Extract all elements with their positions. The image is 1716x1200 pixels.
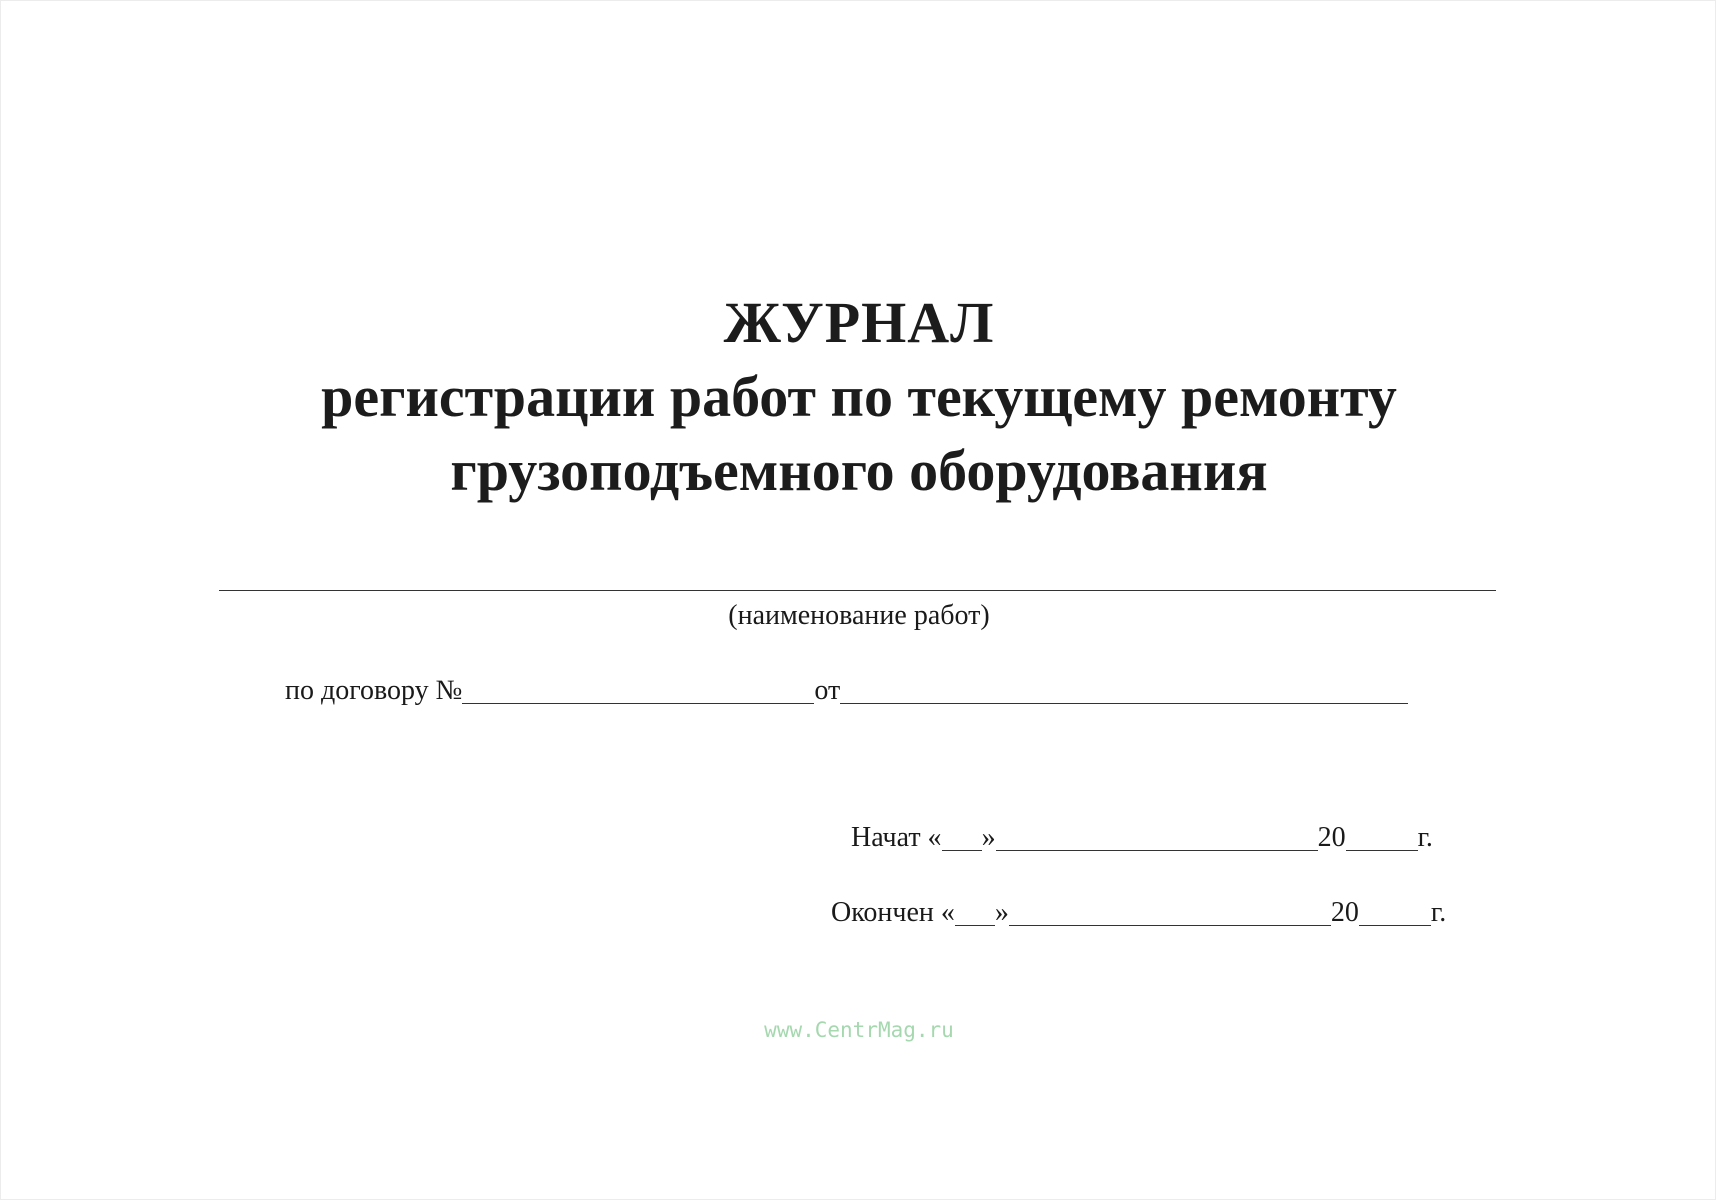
end-day-blank	[955, 895, 995, 926]
start-date-row	[851, 818, 1433, 858]
end-year-prefix: 20	[1330, 897, 1359, 928]
end-quote-close: »	[994, 897, 1009, 928]
work-name-blank-line	[219, 590, 1496, 591]
title-block	[1, 286, 1716, 508]
contract-date-label: от	[814, 675, 841, 706]
start-day-blank	[942, 820, 982, 851]
contract-date-blank	[840, 673, 1408, 704]
start-year-suffix: г.	[1417, 822, 1433, 853]
end-year-suffix: г.	[1430, 897, 1447, 928]
contract-number-blank	[462, 673, 814, 704]
contract-number-label: по договору №	[285, 675, 463, 706]
title-subtitle-line-2: грузоподъемного оборудования	[450, 438, 1268, 503]
end-year-blank	[1359, 895, 1431, 926]
start-month-blank	[996, 820, 1318, 851]
start-year-blank	[1346, 820, 1418, 851]
end-date-row	[831, 893, 1446, 933]
title-heading: ЖУРНАЛ	[723, 290, 995, 355]
end-month-blank	[1009, 895, 1331, 926]
contract-row	[285, 671, 1408, 711]
work-name-caption: (наименование работ)	[728, 600, 990, 631]
end-label: Окончен «	[831, 897, 955, 928]
start-year-prefix: 20	[1317, 822, 1346, 853]
watermark: www.CentrMag.ru	[764, 1018, 954, 1042]
start-label: Начат «	[851, 822, 942, 853]
start-quote-close: »	[981, 822, 996, 853]
title-subtitle-line-1: регистрации работ по текущему ремонту	[321, 364, 1397, 429]
